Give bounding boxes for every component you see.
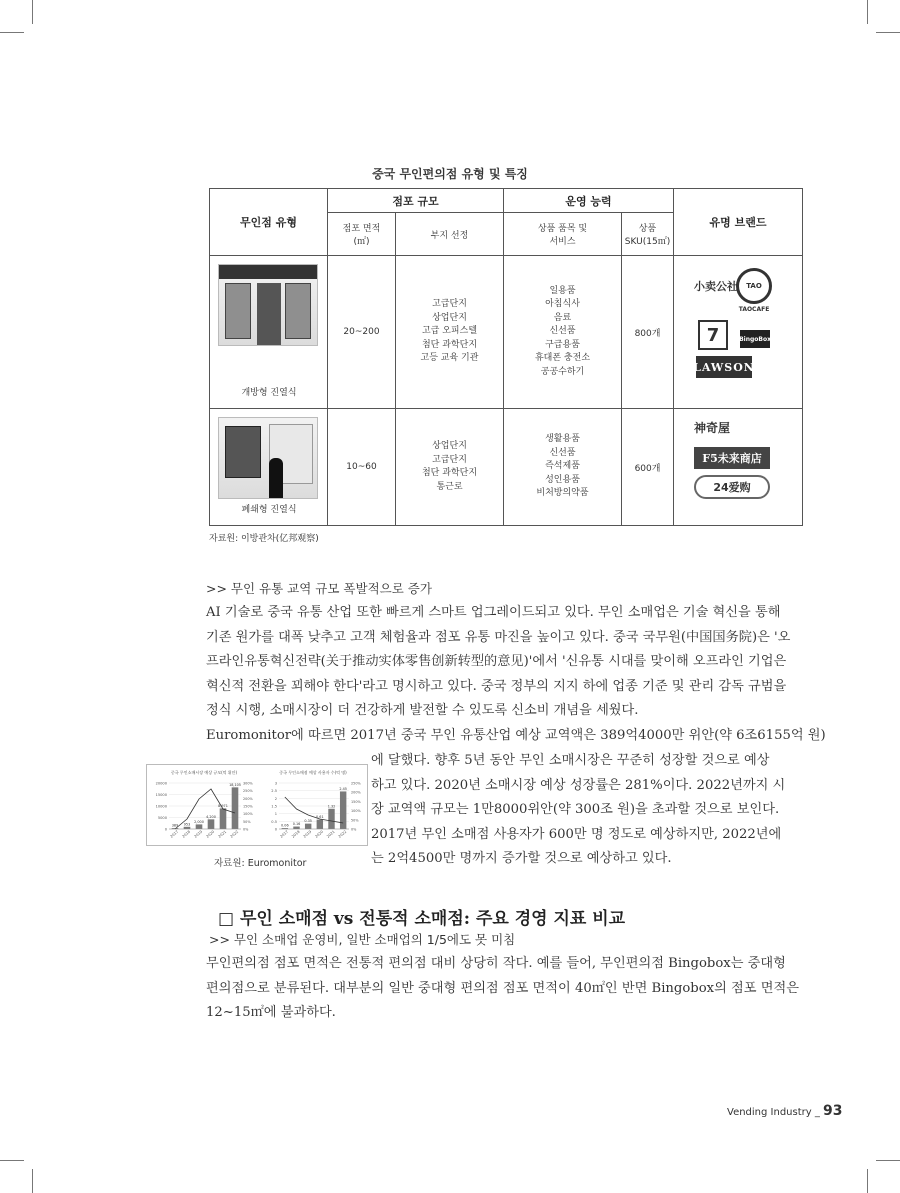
site-item: 상업단지 xyxy=(432,441,467,451)
goods-item: 생활용품 xyxy=(545,434,580,445)
y-tick-label: 2.5 xyxy=(271,789,277,794)
header-area xyxy=(328,213,396,256)
data-label: 1.32 xyxy=(327,804,336,809)
24aigou-logo: 24爱购 xyxy=(694,475,770,499)
data-label: 2,000 xyxy=(194,819,204,824)
data-label: 2.45 xyxy=(339,786,347,791)
data-label: 389 xyxy=(171,823,179,828)
header-goods xyxy=(504,213,622,256)
site-item: 첨단 과학단지 xyxy=(421,339,478,350)
y-tick-label: 3 xyxy=(274,781,277,786)
section1-paragraph2 xyxy=(371,749,785,872)
x-tick-label: 2018 xyxy=(181,829,192,839)
y-tick-label: 1.5 xyxy=(271,804,277,809)
chart-bar xyxy=(220,808,227,829)
chart-bar xyxy=(196,824,203,829)
y2-tick-label: 150% xyxy=(351,799,361,804)
chart-bar xyxy=(328,809,334,829)
site-cell xyxy=(396,409,504,526)
chart-bar xyxy=(293,827,299,829)
text-line: 혁신적 전환을 꾀해야 한다'라고 명시하고 있다. 중국 정부의 지지 하에 업종 기준 및 관리 감독 규범을 xyxy=(206,678,787,694)
y-tick-label: 0 xyxy=(164,827,167,832)
goods-item: 즉석제품 xyxy=(545,461,580,472)
data-label: 0.06 xyxy=(281,823,289,828)
x-tick-label: 2021 xyxy=(326,829,336,839)
site-item: 고급 오피스텔 xyxy=(421,326,478,337)
type-label: 개방형 진열식 xyxy=(241,388,297,398)
header-brand: 유명 브랜드 xyxy=(674,189,803,256)
goods-item: 아침식사 xyxy=(545,299,580,310)
goods-item: 신선품 xyxy=(549,447,576,458)
table-row xyxy=(210,256,803,409)
y2-tick-label: 0% xyxy=(243,827,249,832)
chart-bar xyxy=(184,827,191,829)
text-line: 는 2억4500만 명까지 증가할 것으로 예상하고 있다. xyxy=(371,851,672,867)
section2-heading: >> 무인 소매업 운영비, 일반 소매업의 1/5에도 못 미침 xyxy=(209,932,516,947)
site-item: 첨단 과학단지 xyxy=(421,468,478,478)
text-line: 기존 원가를 대폭 낮추고 고객 체험율과 점포 유통 마진을 높이고 있다. 중국 국무원(中国国务院)은 '오 xyxy=(206,629,791,645)
header-sku-line1: 상품 xyxy=(638,224,657,234)
text-line: 정식 시행, 소매시장이 더 건강하게 발전할 수 있도록 신소비 개념을 세웠다. xyxy=(206,703,639,719)
taocafe-logo-text: TAOCAFE xyxy=(738,306,770,313)
page-footer xyxy=(727,1103,843,1119)
header-store-type: 무인점 유형 xyxy=(210,189,328,256)
section1-paragraph1 xyxy=(206,601,790,724)
chart-bar xyxy=(208,819,215,829)
header-goods-line2: 서비스 xyxy=(549,237,576,247)
header-operation: 운영 능력 xyxy=(504,189,674,213)
y2-tick-label: 50% xyxy=(243,819,251,824)
type-label: 폐쇄형 진열식 xyxy=(241,505,297,515)
x-tick-label: 2021 xyxy=(217,829,228,839)
y2-tick-label: 300% xyxy=(243,781,253,786)
sku-cell: 600개 xyxy=(622,409,674,526)
crop-mark xyxy=(32,1169,33,1193)
text-line: 12~15㎡에 불과하다. xyxy=(206,1005,336,1021)
header-sku xyxy=(622,213,674,256)
header-sku-line2: SKU(15㎡) xyxy=(624,237,671,247)
header-area-unit: (㎡) xyxy=(353,237,370,247)
site-cell xyxy=(396,256,504,409)
site-item: 고등 교육 기관 xyxy=(420,353,479,364)
goods-cell xyxy=(504,409,622,526)
data-label: 18,105 xyxy=(229,782,241,787)
header-site: 부지 선정 xyxy=(396,213,504,256)
y-tick-label: 10000 xyxy=(155,804,167,809)
table-row xyxy=(210,409,803,526)
y-tick-label: 0.5 xyxy=(271,819,277,824)
y2-tick-label: 100% xyxy=(351,809,361,814)
crop-mark xyxy=(867,0,868,24)
x-tick-label: 2022 xyxy=(337,829,348,839)
site-item: 상업단지 xyxy=(432,312,467,323)
taocafe-logo: TAO xyxy=(736,268,772,304)
chart-bar xyxy=(305,824,311,829)
data-label: 8,971 xyxy=(218,803,228,808)
goods-item: 구급용품 xyxy=(545,339,580,350)
goods-item: 음료 xyxy=(553,312,572,323)
section1-heading: >> 무인 유통 교역 규모 폭발적으로 증가 xyxy=(206,581,432,596)
section1-paragraph2-first-line: Euromonitor에 따르면 2017년 중국 무인 유통산업 예상 교역액은 389억4000만 위안(약 6조6155억 원) xyxy=(206,728,826,743)
x-tick-label: 2019 xyxy=(193,829,204,839)
header-area-label: 점포 면적 xyxy=(342,224,381,234)
y-tick-label: 5000 xyxy=(157,816,167,820)
chart-title: 중국 무인소매시장 예상 규모(억 위안) xyxy=(170,770,238,775)
text-line: 에 달했다. 향후 5년 동안 무인 소매시장은 꾸준히 성장할 것으로 예상 xyxy=(371,753,770,768)
chart-source: 자료원: Euromonitor xyxy=(214,858,307,869)
brand-cell xyxy=(674,409,803,526)
y2-tick-label: 150% xyxy=(243,804,253,809)
bingobox-logo: BingoBox xyxy=(740,330,770,348)
goods-cell xyxy=(504,256,622,409)
y2-tick-label: 0% xyxy=(351,827,357,832)
site-item: 고급단지 xyxy=(432,454,467,465)
footer-label: Vending Industry _ xyxy=(727,1107,824,1118)
goods-item: 공공수하기 xyxy=(540,366,585,377)
table-source: 자료원: 이방관차(亿邦观察) xyxy=(209,534,319,544)
text-line: 장 교역액 규모는 1만8000위안(약 300조 원)을 초과할 것으로 보인다. xyxy=(371,802,780,818)
goods-item: 휴대폰 충전소 xyxy=(534,353,591,364)
seven-eleven-logo: 7 xyxy=(698,320,728,350)
goods-item: 비처방의약품 xyxy=(536,488,589,499)
text-line: 무인편의점 점포 면적은 전통적 편의점 대비 상당히 작다. 예를 들어, 무인편의점 Bingobox는 중대형 xyxy=(206,956,786,971)
market-charts-svg xyxy=(147,765,369,847)
brand-cell xyxy=(674,256,803,409)
x-tick-label: 2017 xyxy=(169,829,180,839)
y2-tick-label: 50% xyxy=(351,818,359,823)
y-tick-label: 2 xyxy=(274,796,277,801)
area-cell: 10~60 xyxy=(328,409,396,526)
x-tick-label: 2017 xyxy=(279,829,289,839)
xiaomai-logo: 小卖公社 xyxy=(694,280,738,293)
y2-tick-label: 100% xyxy=(243,812,253,817)
y-tick-label: 1 xyxy=(274,812,277,817)
text-line: 하고 있다. 2020년 소매시장 예상 성장률은 281%이다. 2022년까지 시 xyxy=(371,777,786,793)
table-caption: 중국 무인편의점 유형 및 특징 xyxy=(372,167,528,181)
text-line: 프라인유통혁신전략(关于推动实体零售创新转型的意见)'에서 '신유통 시대를 맞이해 오프라인 기업은 xyxy=(206,654,787,670)
y2-tick-label: 250% xyxy=(351,781,361,786)
crop-mark xyxy=(876,32,900,33)
text-line: AI 기술로 중국 유통 산업 또한 빠르게 스마트 업그레이드되고 있다. 무인 소매업은 기술 혁신을 통해 xyxy=(206,605,781,620)
chart-bar xyxy=(317,820,323,829)
site-item: 고급단지 xyxy=(432,299,467,310)
open-store-photo xyxy=(218,264,318,346)
chart-bar xyxy=(232,787,239,829)
section2-title: □ 무인 소매점 vs 전통적 소매점: 주요 경영 지표 비교 xyxy=(218,909,626,929)
y2-tick-label: 250% xyxy=(243,789,253,794)
type-cell-open xyxy=(210,256,328,409)
x-tick-label: 2022 xyxy=(229,829,240,839)
data-label: 0.61 xyxy=(316,815,324,820)
store-type-table xyxy=(209,188,803,526)
area-cell: 20~200 xyxy=(328,256,396,409)
data-label: 0.16 xyxy=(292,822,301,827)
header-goods-line1: 상품 품목 및 xyxy=(537,224,588,234)
text-line: 편의점으로 분류된다. 대부분의 일반 중대형 편의점 점포 면적이 40㎡인 반면 Bingobox의 점포 면적은 xyxy=(206,980,799,996)
y-tick-label: 20000 xyxy=(155,781,167,786)
crop-mark xyxy=(876,1160,900,1161)
crop-mark xyxy=(32,0,33,24)
y-tick-label: 0 xyxy=(274,827,277,832)
crop-mark xyxy=(867,1169,868,1193)
x-tick-label: 2020 xyxy=(205,829,216,839)
data-label: 4,200 xyxy=(206,814,216,819)
goods-item: 신선품 xyxy=(549,326,576,337)
goods-item: 일용품 xyxy=(549,285,576,296)
type-cell-closed xyxy=(210,409,328,526)
data-label: 0.35 xyxy=(304,819,312,824)
crop-mark xyxy=(0,1160,24,1161)
lawson-logo: LAWSON xyxy=(696,356,752,378)
chart-bar xyxy=(340,791,346,829)
site-item: 통근로 xyxy=(436,481,463,492)
goods-item: 성인용품 xyxy=(545,474,580,485)
y-tick-label: 15000 xyxy=(155,793,167,797)
page-number: 93 xyxy=(823,1103,843,1119)
shenqiwu-logo: 神奇屋 xyxy=(694,421,731,435)
section2-paragraph xyxy=(206,952,799,1026)
chart-title: 중국 무인소매점 예상 사용자 수(억 명) xyxy=(279,770,347,775)
x-tick-label: 2018 xyxy=(291,829,301,839)
header-store-scale: 점포 규모 xyxy=(328,189,504,213)
text-line: 2017년 무인 소매점 사용자가 600만 명 정도로 예상하지만, 2022년에 xyxy=(371,826,782,842)
f5-logo: F5未来商店 xyxy=(694,447,770,469)
sku-cell: 800개 xyxy=(622,256,674,409)
x-tick-label: 2019 xyxy=(302,829,313,839)
market-charts xyxy=(146,764,368,846)
closed-store-photo xyxy=(218,417,318,499)
data-label: 953 xyxy=(183,822,191,827)
y2-tick-label: 200% xyxy=(351,790,361,795)
crop-mark xyxy=(0,32,24,33)
x-tick-label: 2020 xyxy=(314,829,324,839)
y2-tick-label: 200% xyxy=(243,796,253,801)
